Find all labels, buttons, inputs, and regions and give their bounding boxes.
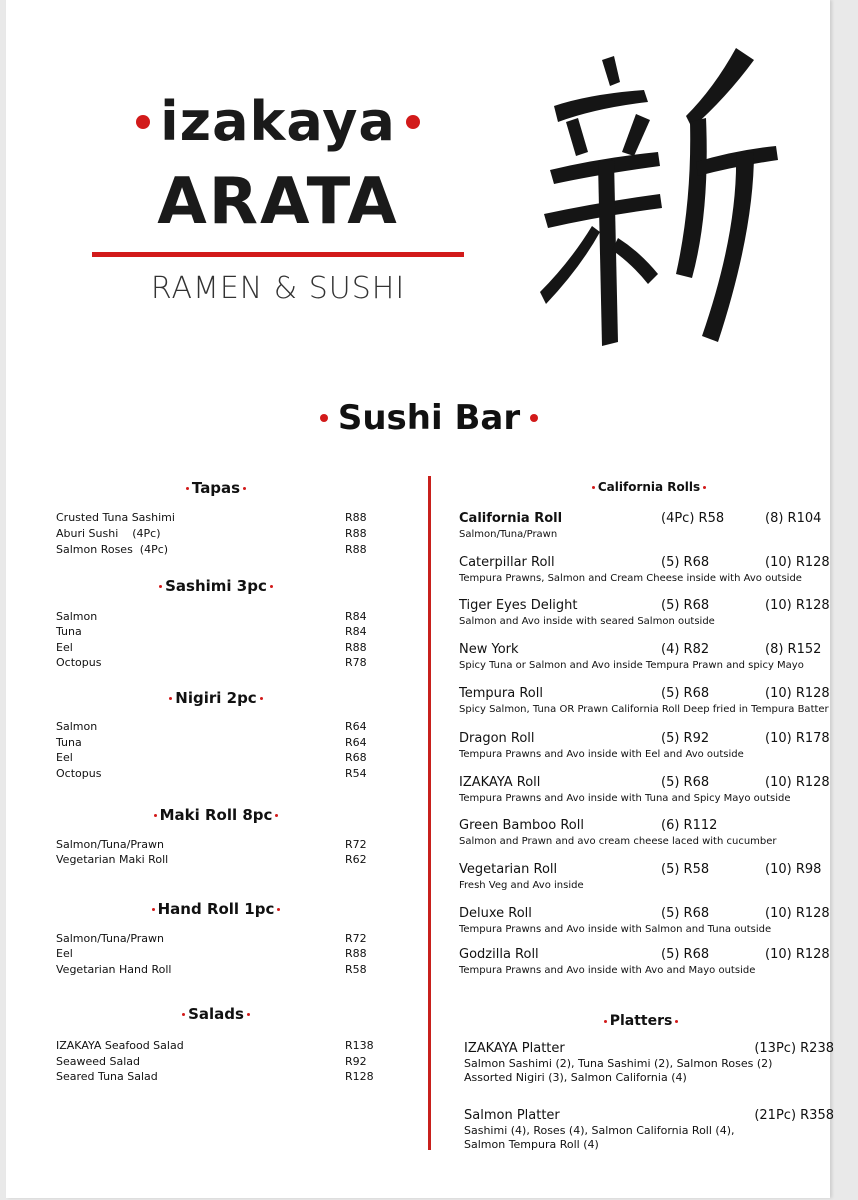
brand-name — [88, 82, 468, 162]
item-price-large: (10) R98 — [765, 862, 822, 877]
item-price: R54 — [345, 767, 367, 780]
section-heading-text: Tapas — [191, 479, 241, 497]
menu-item — [56, 852, 386, 868]
item-price: R84 — [345, 610, 367, 623]
item-name: Tuna — [56, 625, 82, 638]
item-price-small: (5) R92 — [661, 731, 710, 746]
red-dot-icon — [169, 697, 172, 700]
item-price: R72 — [345, 838, 367, 851]
item-name: Salmon Roses (4Pc) — [56, 543, 169, 556]
item-price: R88 — [345, 527, 367, 540]
red-dot-icon — [260, 697, 263, 700]
item-description: Salmon Sashimi (2), Tuna Sashimi (2), Salmon Roses (2) — [464, 1057, 773, 1070]
item-price-large: (10) R128 — [765, 775, 830, 790]
menu-item — [56, 542, 386, 558]
red-dot-icon — [159, 585, 162, 588]
item-price-large: (10) R128 — [765, 686, 830, 701]
page-title — [0, 398, 858, 438]
section-heading-text: Hand Roll 1pc — [157, 900, 275, 918]
item-price: R88 — [345, 641, 367, 654]
item-price: R72 — [345, 932, 367, 945]
item-price-small: (4Pc) R58 — [661, 511, 725, 526]
red-dot-icon — [406, 115, 420, 129]
item-description: Tempura Prawns and Avo inside with Avo and Mayo outside — [459, 965, 756, 976]
menu-item — [56, 1038, 386, 1054]
item-price-large: (10) R128 — [765, 598, 830, 613]
item-price-small: (5) R68 — [661, 775, 710, 790]
red-dot-icon — [592, 486, 595, 489]
item-name: Salmon — [56, 610, 98, 623]
item-description: Tempura Prawns and Avo inside with Salmon and Tuna outside — [459, 924, 772, 935]
item-price-small: (4) R82 — [661, 642, 710, 657]
red-dot-icon — [703, 486, 706, 489]
brand-izakaya: izakaya — [160, 90, 396, 153]
red-dot-icon — [275, 814, 278, 817]
item-name: New York — [459, 642, 519, 657]
item-description: Salmon and Avo inside with seared Salmon outside — [459, 616, 715, 627]
item-price: R88 — [345, 543, 367, 556]
item-price-large: (8) R104 — [765, 511, 822, 526]
menu-item — [56, 624, 386, 640]
menu-item — [56, 946, 386, 962]
item-name: Dragon Roll — [459, 731, 535, 746]
item-description: Tempura Prawns and Avo inside with Eel and Avo outside — [459, 749, 744, 760]
menu-item — [56, 766, 386, 782]
item-name: California Roll — [459, 511, 563, 526]
menu-item — [56, 719, 386, 735]
item-name: Vegetarian Hand Roll — [56, 963, 172, 976]
item-name: IZAKAYA Platter — [464, 1041, 565, 1056]
item-price: R78 — [345, 656, 367, 669]
item-price: R64 — [345, 736, 367, 749]
section-heading-text: California Rolls — [597, 480, 701, 494]
section-heading-california-rolls — [459, 479, 839, 495]
item-name: Octopus — [56, 767, 102, 780]
page-title-text: Sushi Bar — [337, 398, 521, 438]
section-heading-text: Sashimi 3pc — [165, 577, 267, 595]
item-description: Salmon Tempura Roll (4) — [464, 1138, 599, 1151]
item-price: R64 — [345, 720, 367, 733]
item-description: Tempura Prawns, Salmon and Cream Cheese inside with Avo outside — [459, 573, 802, 584]
item-price-small: (5) R58 — [661, 862, 710, 877]
section-heading-sashimi — [56, 578, 376, 594]
brand-subtitle: RAMEN & SUSHI — [150, 271, 406, 306]
menu-item — [56, 1054, 386, 1070]
section-heading-text: Maki Roll 8pc — [159, 806, 273, 824]
menu-item — [56, 640, 386, 656]
menu-item — [56, 655, 386, 671]
item-price-large: (10) R128 — [765, 947, 830, 962]
item-description: Salmon and Prawn and avo cream cheese laced with cucumber — [459, 836, 777, 847]
section-heading-text: Nigiri 2pc — [175, 689, 257, 707]
menu-item — [56, 931, 386, 947]
red-dot-icon — [277, 908, 280, 911]
menu-item — [56, 1069, 386, 1085]
item-price-large: (10) R128 — [765, 906, 830, 921]
item-name: Tuna — [56, 736, 82, 749]
item-name: Aburi Sushi (4Pc) — [56, 527, 161, 540]
red-dot-icon — [247, 1013, 250, 1016]
item-price-small: (5) R68 — [661, 598, 710, 613]
item-name: Octopus — [56, 656, 102, 669]
item-name: Salmon — [56, 720, 98, 733]
item-description: Salmon/Tuna/Prawn — [459, 529, 558, 540]
section-heading-salads — [56, 1006, 376, 1022]
item-name: Vegetarian Maki Roll — [56, 853, 169, 866]
menu-item — [56, 750, 386, 766]
item-name: Eel — [56, 641, 73, 654]
section-heading-nigiri — [56, 690, 376, 706]
item-name: Seared Tuna Salad — [56, 1070, 158, 1083]
section-heading-tapas — [56, 480, 376, 496]
item-price: R68 — [345, 751, 367, 764]
menu-item — [56, 837, 386, 853]
section-heading-text: Platters — [609, 1013, 673, 1029]
item-name: Tiger Eyes Delight — [459, 598, 578, 613]
item-price: R88 — [345, 947, 367, 960]
item-price-large: (8) R152 — [765, 642, 822, 657]
red-dot-icon — [182, 1013, 185, 1016]
section-heading-maki — [56, 807, 376, 823]
red-dot-icon — [152, 908, 155, 911]
item-price-small: (5) R68 — [661, 947, 710, 962]
item-name: Seaweed Salad — [56, 1055, 141, 1068]
red-dot-icon — [675, 1020, 678, 1023]
item-price-large: (10) R128 — [765, 555, 830, 570]
item-name: Crusted Tuna Sashimi — [56, 511, 175, 524]
item-description: Spicy Salmon, Tuna OR Prawn California Roll Deep fried in Tempura Batter — [459, 704, 829, 715]
item-name: Eel — [56, 947, 73, 960]
item-name: Salmon/Tuna/Prawn — [56, 838, 165, 851]
item-price: (13Pc) R238 — [754, 1041, 834, 1056]
section-heading-text: Salads — [188, 1005, 244, 1023]
item-name: IZAKAYA Seafood Salad — [56, 1039, 184, 1052]
menu-item — [56, 735, 386, 751]
item-name: Deluxe Roll — [459, 906, 532, 921]
item-description: Tempura Prawns and Avo inside with Tuna and Spicy Mayo outside — [459, 793, 791, 804]
item-price-large: (10) R178 — [765, 731, 830, 746]
column-divider — [428, 476, 431, 1150]
menu-item — [56, 962, 386, 978]
kanji-logo — [540, 42, 780, 352]
red-dot-icon — [270, 585, 273, 588]
red-dot-icon — [154, 814, 157, 817]
item-price: R84 — [345, 625, 367, 638]
section-heading-hand-roll — [56, 901, 376, 917]
item-price-small: (5) R68 — [661, 686, 710, 701]
red-dot-icon — [530, 414, 538, 422]
item-description: Spicy Tuna or Salmon and Avo inside Tempura Prawn and spicy Mayo — [459, 660, 804, 671]
item-price: R138 — [345, 1039, 374, 1052]
item-price-small: (6) R112 — [661, 818, 718, 833]
item-name: IZAKAYA Roll — [459, 775, 541, 790]
item-name: Tempura Roll — [459, 686, 543, 701]
item-description: Assorted Nigiri (3), Salmon California (4) — [464, 1071, 687, 1084]
item-price: R92 — [345, 1055, 367, 1068]
menu-item — [56, 510, 386, 526]
red-dot-icon — [136, 115, 150, 129]
item-name: Godzilla Roll — [459, 947, 539, 962]
red-dot-icon — [243, 487, 246, 490]
item-price: R62 — [345, 853, 367, 866]
item-description: Fresh Veg and Avo inside — [459, 880, 584, 891]
item-price-small: (5) R68 — [661, 906, 710, 921]
item-name: Eel — [56, 751, 73, 764]
item-price: R58 — [345, 963, 367, 976]
section-heading-platters — [459, 1012, 823, 1030]
item-price: (21Pc) R358 — [754, 1108, 834, 1123]
menu-item — [56, 526, 386, 542]
red-dot-icon — [320, 414, 328, 422]
brand-arata: ARATA — [157, 165, 399, 239]
item-description: Sashimi (4), Roses (4), Salmon California Roll (4), — [464, 1124, 735, 1137]
red-dot-icon — [186, 487, 189, 490]
item-name: Green Bamboo Roll — [459, 818, 584, 833]
item-price: R88 — [345, 511, 367, 524]
item-price: R128 — [345, 1070, 374, 1083]
item-price-small: (5) R68 — [661, 555, 710, 570]
item-name: Vegetarian Roll — [459, 862, 558, 877]
item-name: Caterpillar Roll — [459, 555, 555, 570]
item-name: Salmon/Tuna/Prawn — [56, 932, 165, 945]
item-name: Salmon Platter — [464, 1108, 560, 1123]
red-dot-icon — [604, 1020, 607, 1023]
brand-underline — [92, 252, 464, 257]
menu-item — [56, 609, 386, 625]
